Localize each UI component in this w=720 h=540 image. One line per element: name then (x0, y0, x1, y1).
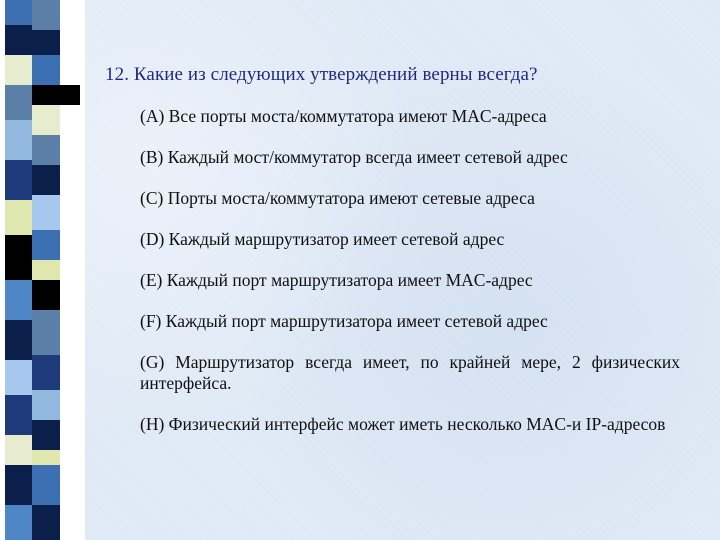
stripe-block (32, 465, 60, 505)
stripe-block (60, 0, 80, 85)
stripe-block (32, 195, 60, 230)
stripe-block (32, 105, 60, 135)
answer-option-c: (C) Порты моста/коммутатора имеют сетевые адреса (140, 188, 535, 208)
stripe-block (60, 85, 80, 105)
stripe-block (5, 120, 32, 160)
question-title: 12. Какие из следующих утверждений верны всегда? (105, 64, 538, 85)
stripe-block (32, 55, 60, 85)
stripe-block (5, 85, 32, 120)
stripe-block (5, 360, 32, 395)
stripe-block (5, 235, 32, 280)
stripe-block (32, 135, 60, 165)
stripe-block (5, 160, 32, 200)
stripe-block (5, 320, 32, 360)
stripe-block (5, 55, 32, 85)
stripe-block (32, 355, 60, 390)
stripe-block (5, 200, 32, 235)
answer-option-d: (D) Каждый маршрутизатор имеет сетевой адрес (140, 229, 505, 249)
answer-option-g: (G) Маршрутизатор всегда имеет, по крайней мере, 2 физических интерфейса. (140, 352, 680, 393)
stripe-block (32, 310, 60, 355)
stripe-block (32, 85, 60, 105)
stripe-block (32, 30, 60, 55)
stripe-block (5, 395, 32, 435)
answer-option-a: (A) Все порты моста/коммутатора имеют MAC-адреса (140, 106, 547, 126)
stripe-block (5, 505, 32, 540)
stripe-block (60, 105, 80, 540)
stripe-block (32, 420, 60, 450)
stripe-block (32, 450, 60, 465)
stripe-block (32, 165, 60, 195)
stripe-block (5, 0, 32, 25)
decorative-stripe-bar (0, 0, 85, 540)
stripe-block (32, 0, 60, 30)
stripe-block (32, 230, 60, 260)
answer-option-f: (F) Каждый порт маршрутизатора имеет сетевой адрес (140, 311, 548, 331)
answer-option-e: (E) Каждый порт маршрутизатора имеет MAC-адрес (140, 270, 533, 290)
stripe-block (32, 260, 60, 280)
answer-options-list (140, 106, 680, 435)
stripe-block (5, 465, 32, 505)
stripe-block (5, 25, 32, 55)
stripe-block (32, 390, 60, 420)
stripe-block (5, 280, 32, 320)
answer-option-b: (B) Каждый мост/коммутатор всегда имеет сетевой адрес (140, 147, 568, 167)
stripe-block (5, 435, 32, 465)
answer-option-h: (H) Физический интерфейс может иметь несколько MAC-и IP-адресов (140, 414, 666, 434)
stripe-block (32, 505, 60, 540)
stripe-block (32, 280, 60, 310)
